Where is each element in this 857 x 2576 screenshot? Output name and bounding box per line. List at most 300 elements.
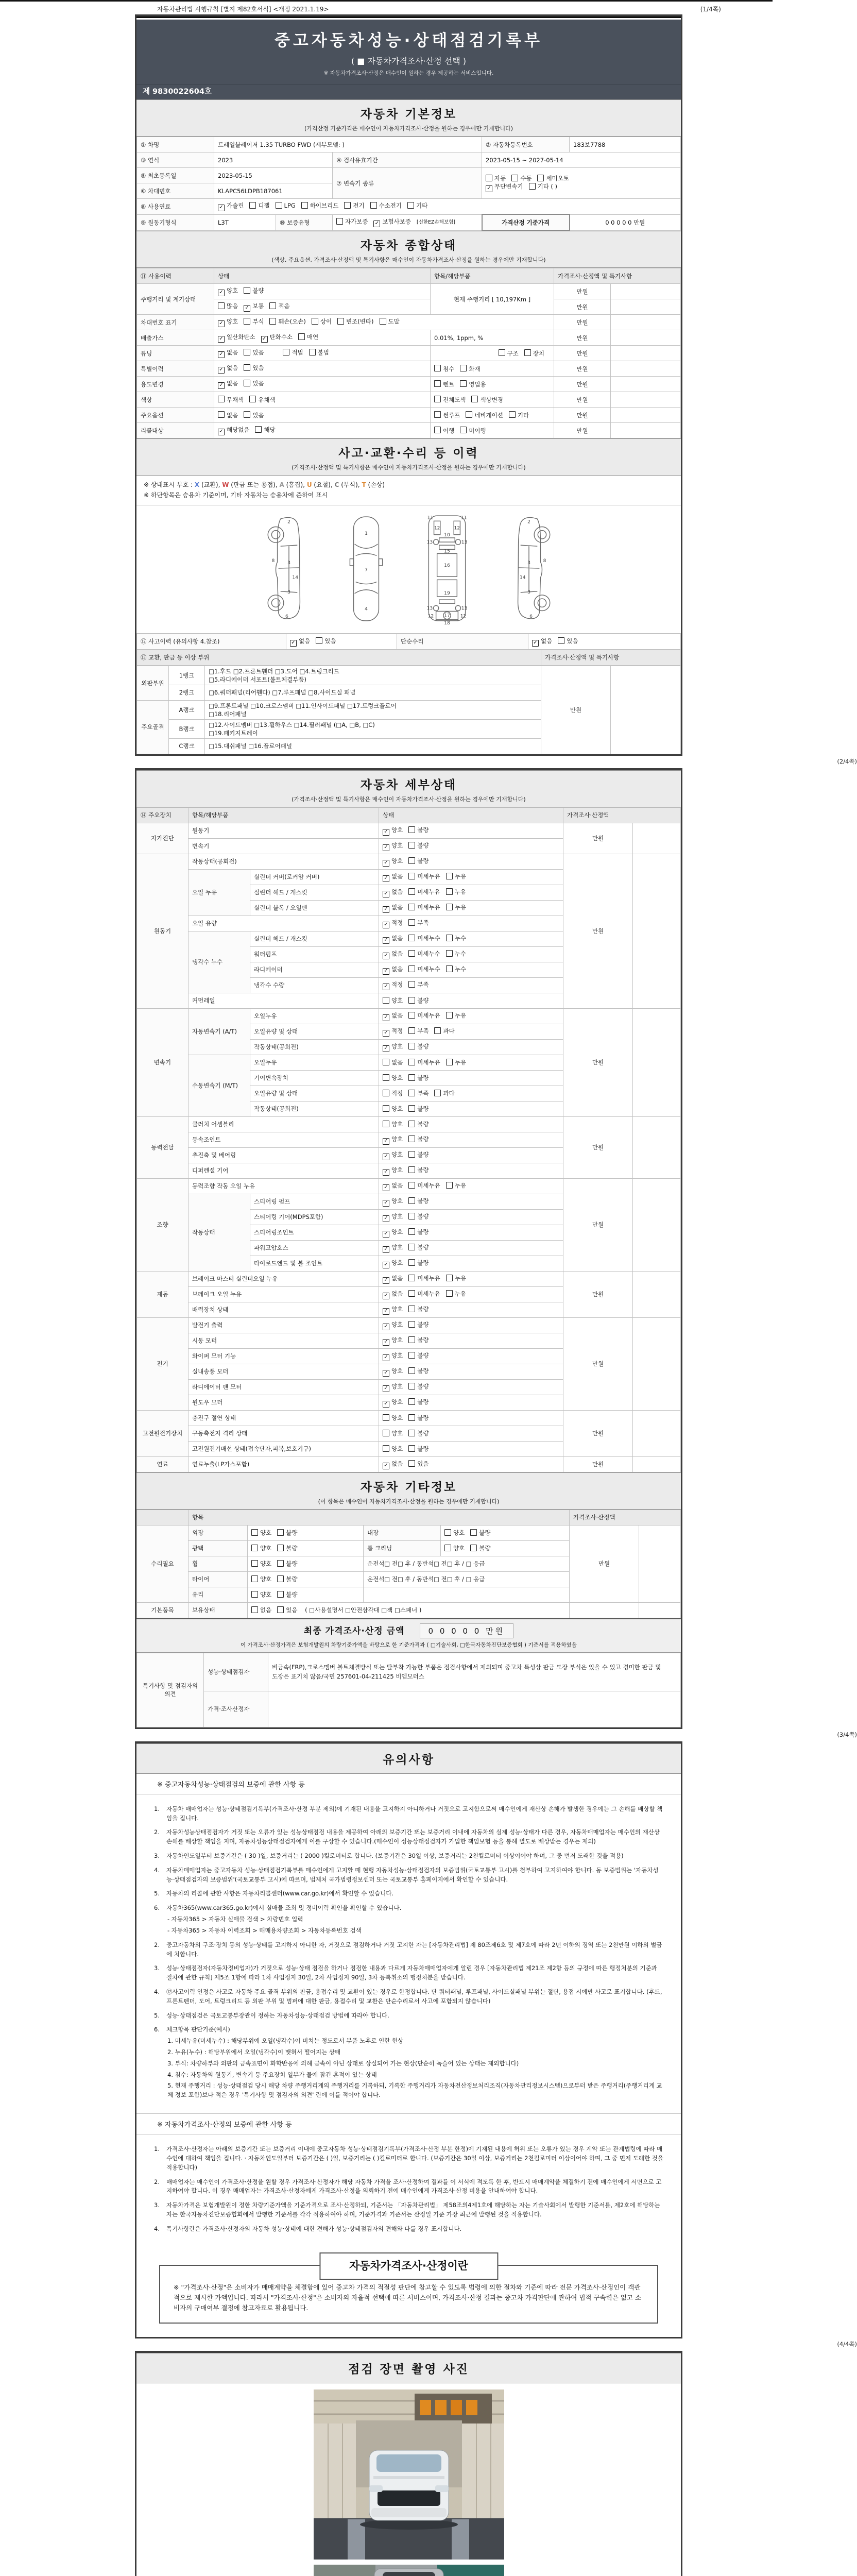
option-없음[interactable] xyxy=(251,1606,271,1614)
option-LPG[interactable] xyxy=(276,202,296,209)
option-부족[interactable] xyxy=(408,981,428,988)
option-양호[interactable] xyxy=(251,1529,271,1536)
checkbox-unchecked[interactable] xyxy=(446,1290,453,1297)
option-없음[interactable] xyxy=(218,380,238,387)
option-부족[interactable] xyxy=(408,919,428,926)
option-양호[interactable] xyxy=(383,1398,403,1405)
checkbox-unchecked[interactable] xyxy=(276,202,282,209)
checkbox-unchecked[interactable] xyxy=(460,380,467,387)
option-부족[interactable] xyxy=(408,1090,428,1097)
checkbox-unchecked[interactable] xyxy=(249,202,256,209)
checkbox-unchecked[interactable] xyxy=(408,1244,415,1250)
checkbox-unchecked[interactable] xyxy=(383,1414,389,1421)
option-기타[interactable] xyxy=(509,412,529,419)
checkbox-unchecked[interactable] xyxy=(408,965,415,972)
checkbox-checked[interactable]: ✓ xyxy=(383,1293,389,1299)
option-양호[interactable] xyxy=(383,1043,403,1050)
checkbox-unchecked[interactable] xyxy=(383,1430,389,1436)
option-누유[interactable] xyxy=(446,1275,466,1282)
option-불량[interactable] xyxy=(408,1367,428,1375)
checkbox-unchecked[interactable] xyxy=(529,183,536,190)
option-양호[interactable] xyxy=(383,1414,403,1421)
checkbox-unchecked[interactable] xyxy=(383,1105,389,1112)
option-과다[interactable] xyxy=(434,1027,454,1035)
option-썬루프[interactable] xyxy=(434,412,460,419)
checkbox-unchecked[interactable] xyxy=(408,1213,415,1219)
checkbox-unchecked[interactable] xyxy=(486,175,492,181)
option-양호[interactable] xyxy=(444,1529,465,1536)
option-양호[interactable] xyxy=(383,857,403,865)
option-있음[interactable] xyxy=(558,637,578,645)
checkbox-unchecked[interactable] xyxy=(408,1136,415,1142)
option-양호[interactable] xyxy=(218,287,238,294)
option-전기[interactable] xyxy=(344,202,364,209)
checkbox-checked[interactable]: ✓ xyxy=(218,205,225,211)
checkbox-unchecked[interactable] xyxy=(408,1027,415,1034)
checkbox-unchecked[interactable] xyxy=(244,318,250,325)
checkbox-unchecked[interactable] xyxy=(408,1121,415,1127)
checkbox-unchecked[interactable] xyxy=(383,1121,389,1127)
option-없음[interactable] xyxy=(383,1290,403,1297)
option-양호[interactable] xyxy=(251,1591,271,1598)
option-양호[interactable] xyxy=(383,1105,403,1112)
option-없음[interactable] xyxy=(218,349,238,356)
option-누수[interactable] xyxy=(446,965,466,973)
checkbox-unchecked[interactable] xyxy=(444,1545,451,1551)
option-자동[interactable] xyxy=(486,175,506,182)
option-있음[interactable] xyxy=(244,364,264,371)
option-없음[interactable] xyxy=(383,1460,403,1467)
option-없음[interactable] xyxy=(218,364,238,371)
option-불량[interactable] xyxy=(408,1259,428,1266)
option-있음[interactable] xyxy=(244,349,264,356)
option-구조[interactable] xyxy=(499,350,519,357)
option-불량[interactable] xyxy=(408,842,428,849)
option-양호[interactable] xyxy=(251,1575,271,1583)
option-탄화수소[interactable] xyxy=(261,333,293,341)
option-있음[interactable] xyxy=(316,637,336,645)
option-없음[interactable] xyxy=(383,1275,403,1282)
checkbox-unchecked[interactable] xyxy=(408,919,415,926)
option-누유[interactable] xyxy=(446,888,466,895)
option-불량[interactable] xyxy=(408,1445,428,1452)
checkbox-unchecked[interactable] xyxy=(408,1228,415,1235)
option-불량[interactable] xyxy=(408,1244,428,1251)
checkbox-unchecked[interactable] xyxy=(283,349,289,355)
option-불량[interactable] xyxy=(408,1306,428,1313)
option-불량[interactable] xyxy=(408,1383,428,1390)
option-불량[interactable] xyxy=(408,1430,428,1437)
option-해당없음[interactable] xyxy=(218,426,249,433)
checkbox-unchecked[interactable] xyxy=(218,396,225,402)
option-세미오토[interactable] xyxy=(537,175,569,182)
option-침수[interactable] xyxy=(434,365,454,372)
option-불량[interactable] xyxy=(408,1166,428,1174)
option-없음[interactable] xyxy=(383,1012,403,1019)
checkbox-unchecked[interactable] xyxy=(383,1445,389,1452)
checkbox-unchecked[interactable] xyxy=(509,411,516,418)
checkbox-unchecked[interactable] xyxy=(383,1059,389,1065)
checkbox-checked[interactable]: ✓ xyxy=(383,1231,389,1238)
checkbox-checked[interactable]: ✓ xyxy=(383,953,389,959)
option-불량[interactable] xyxy=(408,1074,428,1081)
option-양호[interactable] xyxy=(383,1166,403,1174)
checkbox-checked[interactable]: ✓ xyxy=(383,1014,389,1021)
checkbox-unchecked[interactable] xyxy=(251,1606,258,1613)
checkbox-unchecked[interactable] xyxy=(511,175,518,181)
checkbox-unchecked[interactable] xyxy=(383,997,389,1004)
checkbox-unchecked[interactable] xyxy=(408,1166,415,1173)
checkbox-unchecked[interactable] xyxy=(446,873,453,879)
checkbox-unchecked[interactable] xyxy=(298,333,305,340)
checkbox-checked[interactable]: ✓ xyxy=(218,429,225,435)
checkbox-unchecked[interactable] xyxy=(408,1074,415,1081)
option-화재[interactable] xyxy=(460,365,480,372)
option-양호[interactable] xyxy=(383,1367,403,1375)
option-불량[interactable] xyxy=(470,1545,490,1552)
option-미세누유[interactable] xyxy=(408,1290,440,1297)
checkbox-checked[interactable]: ✓ xyxy=(486,185,492,192)
option-불량[interactable] xyxy=(408,1336,428,1344)
checkbox-unchecked[interactable] xyxy=(444,1529,451,1536)
checkbox-unchecked[interactable] xyxy=(434,380,441,387)
checkbox-unchecked[interactable] xyxy=(249,396,256,402)
checkbox-unchecked[interactable] xyxy=(408,1430,415,1436)
checkbox-unchecked[interactable] xyxy=(408,873,415,879)
checkbox-unchecked[interactable] xyxy=(460,427,467,433)
option-보통[interactable] xyxy=(244,302,264,310)
option-무단변속기[interactable] xyxy=(486,183,523,190)
checkbox-unchecked[interactable] xyxy=(408,1460,415,1467)
option-불량[interactable] xyxy=(408,1151,428,1158)
option-불량[interactable] xyxy=(277,1591,297,1598)
option-있음[interactable] xyxy=(408,1460,428,1467)
checkbox-unchecked[interactable] xyxy=(408,935,415,941)
checkbox-checked[interactable]: ✓ xyxy=(383,875,389,882)
option-일산화탄소[interactable] xyxy=(218,333,255,341)
checkbox-unchecked[interactable] xyxy=(408,888,415,895)
option-불량[interactable] xyxy=(277,1575,297,1583)
option-불량[interactable] xyxy=(277,1560,297,1567)
option-양호[interactable] xyxy=(383,1136,403,1143)
option-누유[interactable] xyxy=(446,1290,466,1297)
checkbox-checked[interactable]: ✓ xyxy=(218,336,225,343)
checkbox-unchecked[interactable] xyxy=(470,1545,477,1551)
checkbox-checked[interactable]: ✓ xyxy=(218,320,225,327)
option-미세누유[interactable] xyxy=(408,1275,440,1282)
checkbox-unchecked[interactable] xyxy=(408,1306,415,1312)
checkbox-unchecked[interactable] xyxy=(244,364,250,371)
checkbox-checked[interactable]: ✓ xyxy=(383,844,389,851)
option-과다[interactable] xyxy=(434,1090,454,1097)
checkbox-unchecked[interactable] xyxy=(434,1090,441,1096)
option-없음[interactable] xyxy=(383,950,403,957)
option-보험사보증[interactable] xyxy=(373,218,411,225)
option-누유[interactable] xyxy=(446,1012,466,1019)
option-네비게이션[interactable] xyxy=(466,412,503,419)
checkbox-checked[interactable]: ✓ xyxy=(383,1339,389,1346)
checkbox-unchecked[interactable] xyxy=(244,380,250,386)
option-해당[interactable] xyxy=(255,426,275,433)
option-미이행[interactable] xyxy=(460,427,486,434)
checkbox-unchecked[interactable] xyxy=(244,287,250,294)
checkbox-checked[interactable]: ✓ xyxy=(383,1215,389,1222)
option-양호[interactable] xyxy=(383,1336,403,1344)
option-불량[interactable] xyxy=(408,1043,428,1050)
option-없음[interactable] xyxy=(383,873,403,880)
option-없음[interactable] xyxy=(218,412,238,419)
checkbox-unchecked[interactable] xyxy=(408,857,415,864)
option-양호[interactable] xyxy=(383,826,403,834)
checkbox-unchecked[interactable] xyxy=(407,202,414,209)
option-미세누유[interactable] xyxy=(408,888,440,895)
checkbox-unchecked[interactable] xyxy=(408,1275,415,1281)
option-불량[interactable] xyxy=(408,1105,428,1112)
checkbox-unchecked[interactable] xyxy=(408,1290,415,1297)
option-기타 ( )[interactable] xyxy=(529,183,558,190)
option-양호[interactable] xyxy=(383,997,403,1004)
checkbox-unchecked[interactable] xyxy=(408,1445,415,1452)
checkbox-checked[interactable]: ✓ xyxy=(383,1401,389,1408)
checkbox-unchecked[interactable] xyxy=(251,1560,258,1567)
option-불량[interactable] xyxy=(408,1121,428,1128)
option-부식[interactable] xyxy=(244,318,264,325)
checkbox-checked[interactable]: ✓ xyxy=(383,906,389,913)
checkbox-checked[interactable]: ✓ xyxy=(218,382,225,389)
checkbox-unchecked[interactable] xyxy=(301,202,308,209)
option-적정[interactable] xyxy=(383,919,403,926)
checkbox-checked[interactable]: ✓ xyxy=(383,968,389,975)
checkbox-unchecked[interactable] xyxy=(466,411,472,418)
option-불량[interactable] xyxy=(408,1197,428,1205)
checkbox-checked[interactable]: ✓ xyxy=(532,640,539,647)
option-수동[interactable] xyxy=(511,175,532,182)
checkbox-checked[interactable]: ✓ xyxy=(383,1184,389,1191)
checkbox-checked[interactable]: ✓ xyxy=(383,1154,389,1160)
option-없음[interactable] xyxy=(383,965,403,973)
option-양호[interactable] xyxy=(383,1321,403,1328)
option-적음[interactable] xyxy=(269,302,289,310)
checkbox-checked[interactable]: ✓ xyxy=(383,937,389,944)
option-양호[interactable] xyxy=(383,1259,403,1266)
option-불량[interactable] xyxy=(408,857,428,865)
checkbox-unchecked[interactable] xyxy=(408,1182,415,1189)
option-양호[interactable] xyxy=(383,1121,403,1128)
checkbox-checked[interactable]: ✓ xyxy=(218,290,225,296)
checkbox-unchecked[interactable] xyxy=(499,349,505,356)
checkbox-unchecked[interactable] xyxy=(218,302,225,309)
option-수소전기[interactable] xyxy=(370,202,402,209)
checkbox-unchecked[interactable] xyxy=(446,1275,453,1281)
checkbox-unchecked[interactable] xyxy=(383,1090,389,1096)
checkbox-unchecked[interactable] xyxy=(434,396,441,402)
option-양호[interactable] xyxy=(383,1197,403,1205)
option-기타[interactable] xyxy=(407,202,427,209)
option-양호[interactable] xyxy=(383,1445,403,1452)
option-없음[interactable] xyxy=(383,888,403,895)
checkbox-unchecked[interactable] xyxy=(537,175,544,181)
checkbox-unchecked[interactable] xyxy=(460,365,467,371)
option-미세누유[interactable] xyxy=(408,1012,440,1019)
checkbox-checked[interactable]: ✓ xyxy=(383,1308,389,1315)
option-양호[interactable] xyxy=(383,842,403,849)
option-있음[interactable] xyxy=(277,1606,297,1614)
checkbox-unchecked[interactable] xyxy=(277,1606,284,1613)
option-도말[interactable] xyxy=(380,318,400,325)
checkbox-unchecked[interactable] xyxy=(277,1591,284,1598)
option-매연[interactable] xyxy=(298,333,318,341)
option-있음[interactable] xyxy=(244,380,264,387)
option-불량[interactable] xyxy=(470,1529,490,1536)
option-상이[interactable] xyxy=(312,318,332,325)
checkbox-checked[interactable]: ✓ xyxy=(244,305,250,312)
checkbox-unchecked[interactable] xyxy=(408,1090,415,1096)
option-색상변경[interactable] xyxy=(471,396,503,403)
checkbox-unchecked[interactable] xyxy=(337,318,344,325)
option-부족[interactable] xyxy=(408,1027,428,1035)
option-누수[interactable] xyxy=(446,935,466,942)
option-양호[interactable] xyxy=(444,1545,465,1552)
checkbox-unchecked[interactable] xyxy=(470,1529,477,1536)
option-없음[interactable] xyxy=(383,935,403,942)
option-불량[interactable] xyxy=(408,1398,428,1405)
checkbox-unchecked[interactable] xyxy=(558,637,564,644)
option-훼손(오손)[interactable] xyxy=(269,318,305,325)
checkbox-unchecked[interactable] xyxy=(434,365,441,371)
checkbox-checked[interactable]: ✓ xyxy=(383,1030,389,1037)
checkbox-unchecked[interactable] xyxy=(408,1321,415,1328)
checkbox-unchecked[interactable] xyxy=(446,888,453,895)
option-영업용[interactable] xyxy=(460,381,486,388)
option-불량[interactable] xyxy=(244,287,264,294)
checkbox-unchecked[interactable] xyxy=(434,1027,441,1034)
checkbox-checked[interactable]: ✓ xyxy=(261,336,268,343)
option-미세누수[interactable] xyxy=(408,935,440,942)
option-불량[interactable] xyxy=(277,1545,297,1552)
option-양호[interactable] xyxy=(383,1228,403,1235)
option-미세누유[interactable] xyxy=(408,1059,440,1066)
checkbox-unchecked[interactable] xyxy=(269,318,276,325)
checkbox-unchecked[interactable] xyxy=(408,1414,415,1421)
option-누수[interactable] xyxy=(446,950,466,957)
checkbox-checked[interactable]: ✓ xyxy=(383,984,389,990)
checkbox-unchecked[interactable] xyxy=(251,1575,258,1582)
option-장치[interactable] xyxy=(524,350,544,357)
option-누유[interactable] xyxy=(446,1059,466,1066)
checkbox-unchecked[interactable] xyxy=(408,1043,415,1049)
option-없음[interactable] xyxy=(383,904,403,911)
option-적정[interactable] xyxy=(383,1027,403,1035)
option-유채색[interactable] xyxy=(249,396,275,403)
checkbox-unchecked[interactable] xyxy=(408,904,415,910)
checkbox-unchecked[interactable] xyxy=(255,426,262,433)
option-불량[interactable] xyxy=(408,1136,428,1143)
checkbox-unchecked[interactable] xyxy=(408,981,415,988)
checkbox-checked[interactable]: ✓ xyxy=(218,351,225,358)
option-없음[interactable] xyxy=(383,1182,403,1189)
checkbox-unchecked[interactable] xyxy=(408,950,415,957)
option-양호[interactable] xyxy=(383,1151,403,1158)
option-양호[interactable] xyxy=(383,1430,403,1437)
option-없음[interactable] xyxy=(532,637,552,645)
checkbox-unchecked[interactable] xyxy=(408,1259,415,1266)
option-불량[interactable] xyxy=(408,1213,428,1220)
option-불량[interactable] xyxy=(408,1352,428,1359)
checkbox-unchecked[interactable] xyxy=(244,349,250,355)
checkbox-unchecked[interactable] xyxy=(524,349,531,356)
option-전체도색[interactable] xyxy=(434,396,466,403)
checkbox-unchecked[interactable] xyxy=(312,318,318,325)
option-미세누수[interactable] xyxy=(408,950,440,957)
checkbox-unchecked[interactable] xyxy=(446,965,453,972)
option-디젤[interactable] xyxy=(249,202,269,209)
option-변조(변타)[interactable] xyxy=(337,318,373,325)
checkbox-checked[interactable]: ✓ xyxy=(383,1370,389,1377)
checkbox-checked[interactable]: ✓ xyxy=(383,1262,389,1268)
checkbox-checked[interactable]: ✓ xyxy=(383,1324,389,1330)
checkbox-checked[interactable]: ✓ xyxy=(383,1385,389,1392)
option-양호[interactable] xyxy=(383,1352,403,1359)
checkbox-unchecked[interactable] xyxy=(309,349,316,355)
checkbox-checked[interactable]: ✓ xyxy=(383,1277,389,1284)
checkbox-checked[interactable]: ✓ xyxy=(383,922,389,928)
option-적법[interactable] xyxy=(283,349,303,356)
option-양호[interactable] xyxy=(251,1560,271,1567)
checkbox-checked[interactable]: ✓ xyxy=(383,1045,389,1052)
checkbox-unchecked[interactable] xyxy=(408,842,415,849)
checkbox-checked[interactable]: ✓ xyxy=(383,1246,389,1253)
checkbox-unchecked[interactable] xyxy=(316,637,322,644)
checkbox-unchecked[interactable] xyxy=(244,411,250,418)
option-누유[interactable] xyxy=(446,873,466,880)
checkbox-unchecked[interactable] xyxy=(408,1383,415,1389)
checkbox-unchecked[interactable] xyxy=(251,1529,258,1536)
checkbox-unchecked[interactable] xyxy=(251,1591,258,1598)
option-있음[interactable] xyxy=(244,412,264,419)
option-불량[interactable] xyxy=(408,1414,428,1421)
checkbox-checked[interactable]: ✓ xyxy=(373,221,380,227)
option-양호[interactable] xyxy=(383,1213,403,1220)
checkbox-unchecked[interactable] xyxy=(408,826,415,833)
option-하이브리드[interactable] xyxy=(301,202,339,209)
option-양호[interactable] xyxy=(251,1545,271,1552)
checkbox-checked[interactable]: ✓ xyxy=(218,367,225,374)
checkbox-unchecked[interactable] xyxy=(344,202,351,209)
option-가솔린[interactable] xyxy=(218,202,244,209)
option-누유[interactable] xyxy=(446,1182,466,1189)
option-누유[interactable] xyxy=(446,904,466,911)
checkbox-unchecked[interactable] xyxy=(251,1545,258,1551)
checkbox-unchecked[interactable] xyxy=(277,1529,284,1536)
checkbox-unchecked[interactable] xyxy=(446,904,453,910)
option-미세누유[interactable] xyxy=(408,873,440,880)
option-많음[interactable] xyxy=(218,302,238,310)
checkbox-unchecked[interactable] xyxy=(446,950,453,957)
checkbox-unchecked[interactable] xyxy=(434,427,441,433)
option-양호[interactable] xyxy=(383,1306,403,1313)
option-미세누유[interactable] xyxy=(408,904,440,911)
checkbox-unchecked[interactable] xyxy=(434,411,441,418)
checkbox-checked[interactable]: ✓ xyxy=(383,1169,389,1176)
option-불량[interactable] xyxy=(277,1529,297,1536)
checkbox-unchecked[interactable] xyxy=(277,1545,284,1551)
checkbox-unchecked[interactable] xyxy=(336,218,343,225)
checkbox-checked[interactable]: ✓ xyxy=(290,640,297,647)
checkbox-unchecked[interactable] xyxy=(277,1575,284,1582)
checkbox-unchecked[interactable] xyxy=(471,396,478,402)
checkbox-unchecked[interactable] xyxy=(408,1151,415,1158)
option-양호[interactable] xyxy=(383,1244,403,1251)
